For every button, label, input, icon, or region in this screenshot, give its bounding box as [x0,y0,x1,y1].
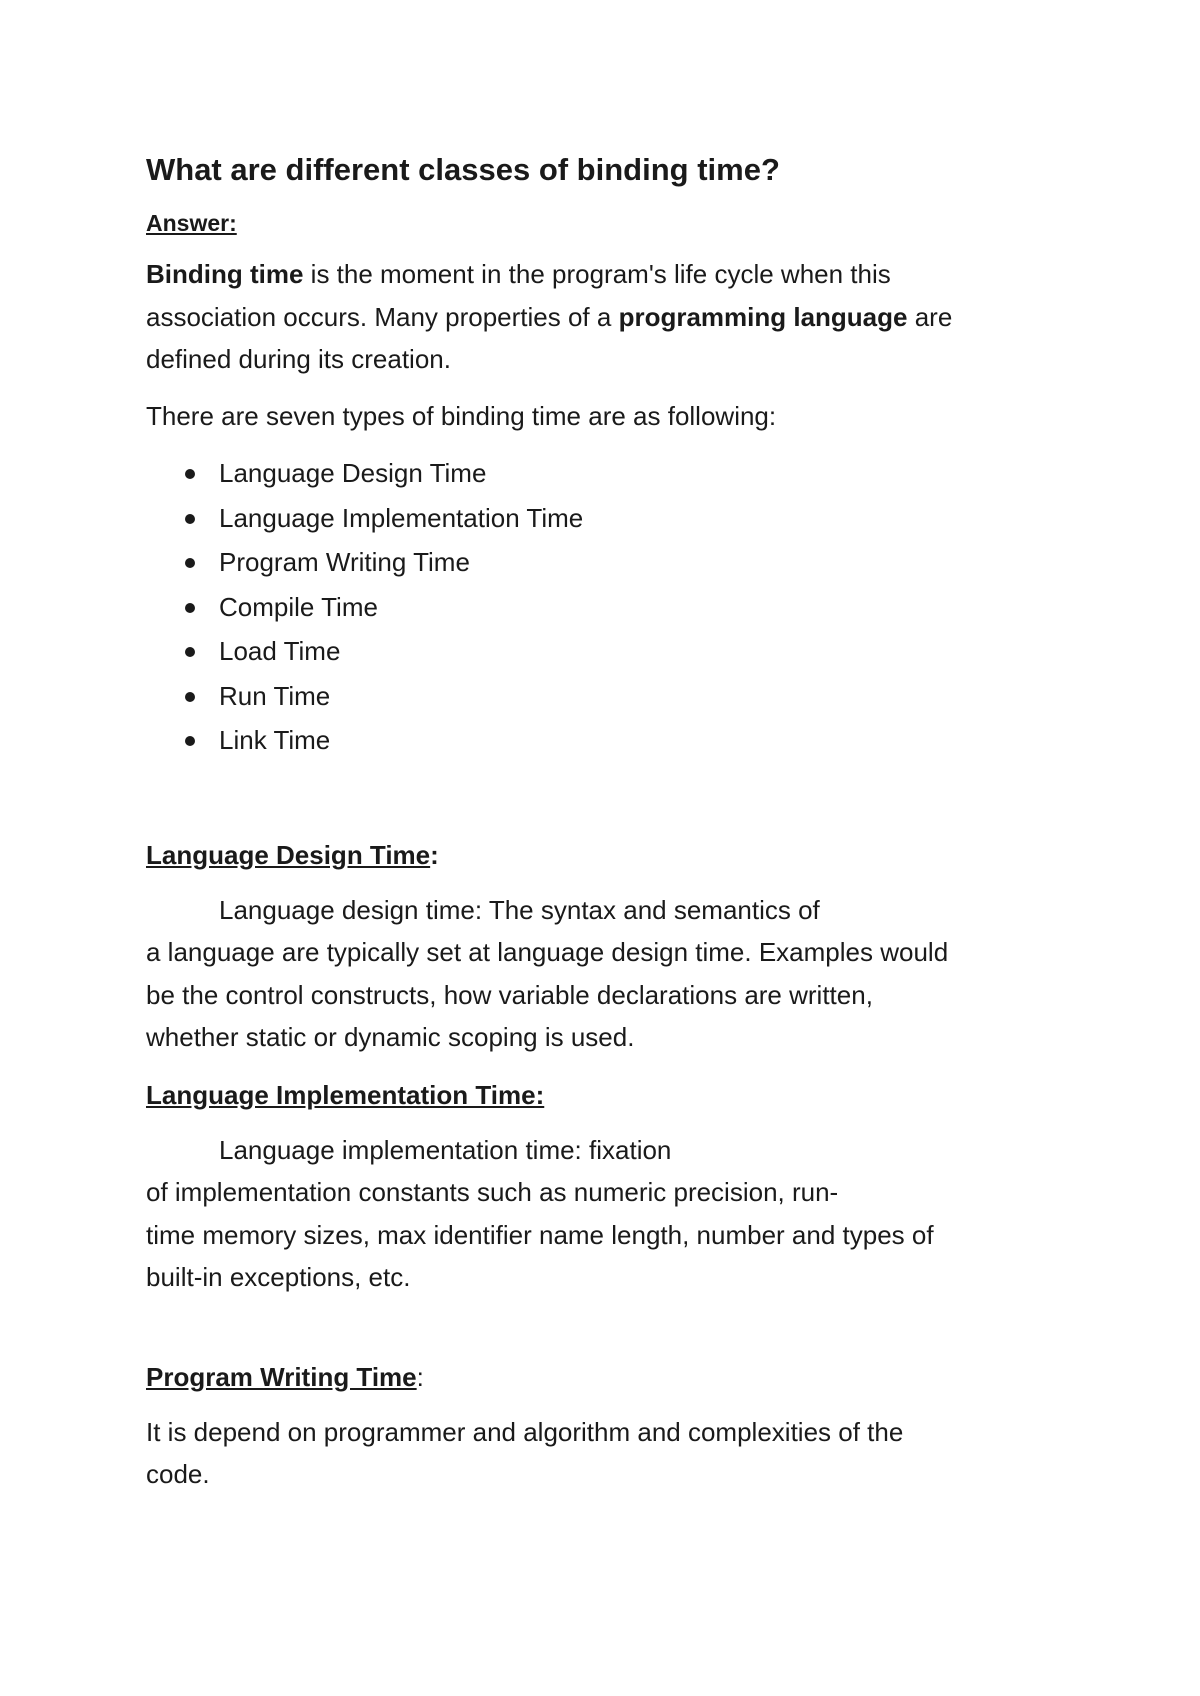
list-item [146,496,1086,541]
section-line: a language are typically set at language design time. Examples would [146,937,949,967]
section-heading [146,1357,1086,1397]
section-language-implementation-time [146,1075,1086,1299]
list-item [146,585,1086,630]
document-page [146,150,1086,1496]
bullet-icon [185,558,195,568]
intro-line-1 [146,253,1086,296]
answer-label: Answer: [146,210,237,236]
intro-text-2: association occurs. Many properties of a [146,301,619,332]
list-item [146,629,1086,674]
section-line: Language design time: The syntax and semantics of [219,894,820,925]
section-heading [146,1075,1086,1115]
intro-line-2 [146,296,1086,339]
intro-text-1: is the moment in the program's life cycle when this [303,259,891,289]
list-item [146,451,1086,496]
list-item [146,540,1086,585]
page-title: What are different classes of binding time? [146,152,780,187]
list-item-label: Language Design Time [219,458,487,488]
bullet-icon [185,603,195,613]
section-line: time memory sizes, max identifier name length, number and types of [146,1219,934,1250]
section-body [146,1411,1086,1496]
section-heading-text: Language Implementation Time: [146,1079,545,1110]
section-heading-suffix: : [416,1361,424,1392]
binding-types-list [146,451,1086,763]
section-line: built-in exceptions, etc. [146,1262,411,1292]
binding-time-term: Binding time [146,259,304,289]
section-heading [146,835,1086,875]
section-line: whether static or dynamic scoping is used. [146,1022,635,1052]
section-line: be the control constructs, how variable declarations are written, [146,979,873,1010]
list-intro: There are seven types of binding time are as following: [146,400,777,431]
list-item-label: Run Time [219,680,331,711]
section-program-writing-time [146,1357,1086,1496]
list-item [146,718,1086,763]
list-item-label: Language Implementation Time [219,502,584,533]
section-heading-text: Language Design Time [146,839,431,870]
section-heading-suffix: : [430,839,439,870]
bullet-icon [185,469,195,479]
programming-language-term: programming language [618,301,908,332]
section-body [146,889,1086,1059]
section-heading-text: Program Writing Time [146,1361,417,1392]
list-item [146,674,1086,719]
list-item-label: Link Time [219,725,331,755]
list-item-label: Compile Time [219,591,378,622]
list-item-label: Program Writing Time [219,547,470,577]
bullet-icon [185,647,195,657]
intro-paragraph [146,253,1086,381]
list-item-label: Load Time [219,636,341,666]
section-line: code. [146,1459,210,1489]
bullet-icon [185,736,195,746]
bullet-icon [185,514,195,524]
section-line: It is depend on programmer and algorithm and complexities of the [146,1416,904,1447]
bullet-icon [185,692,195,702]
section-language-design-time [146,835,1086,1059]
intro-text-3: are [907,301,953,332]
section-line: Language implementation time: fixation [219,1134,672,1165]
section-line: of implementation constants such as numeric precision, run- [146,1177,839,1207]
section-body [146,1129,1086,1299]
intro-line-3: defined during its creation. [146,344,451,374]
